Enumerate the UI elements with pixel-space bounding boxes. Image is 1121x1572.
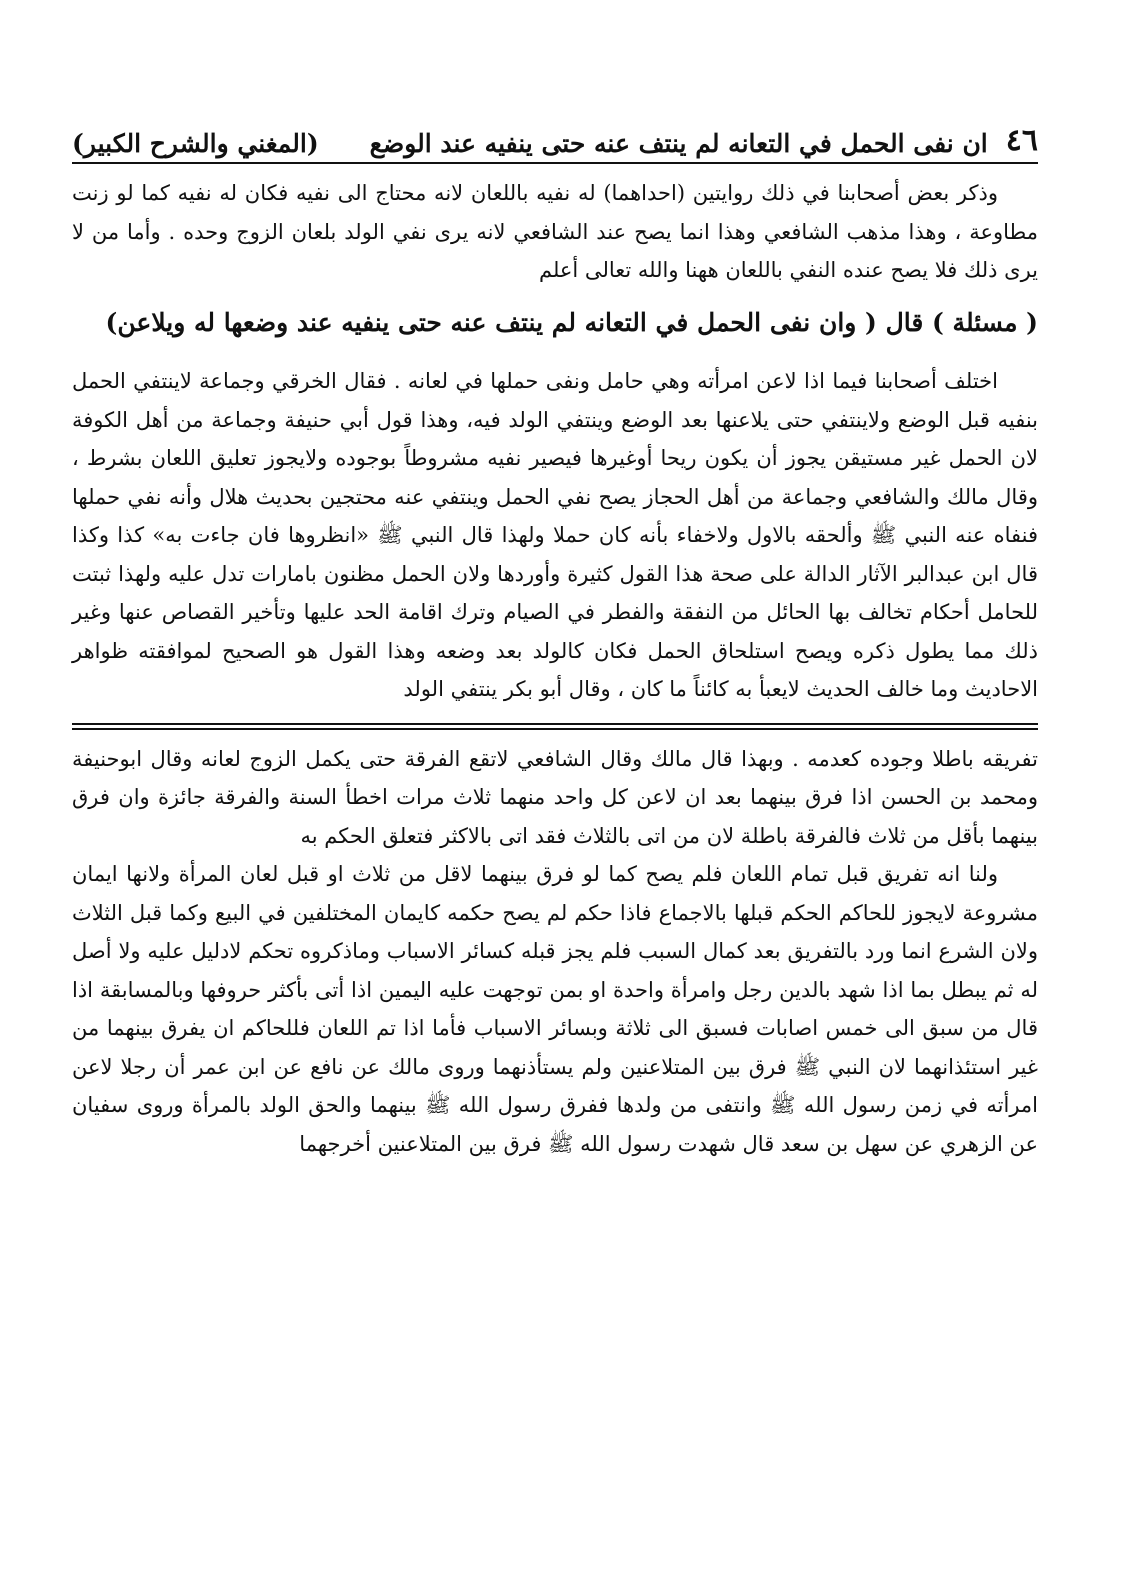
running-title: ان نفى الحمل في التعانه لم ينتف عنه حتى ينفيه عند الوضع xyxy=(369,129,988,158)
paragraph: تفريقه باطلا وجوده كعدمه . وبهذا قال مالك وقال الشافعي لاتقع الفرقة حتى يكمل الزوج لعانه وقال ابوحنيفة ومحمد بن الحسن اذا فرق بينهما بعد ان لاعن كل واحد منهما ثلاث مرات اخطأ السنة والفرقة جائزة وان فرق بينهما بأقل من ثلاث فالفرقة باطلة لان من اتى بالثلاث فقد اتى بالاكثر فتعلق الحكم به xyxy=(72,746,1038,848)
page-header xyxy=(72,108,1038,158)
book-title: (المغني والشرح الكبير) xyxy=(72,129,319,158)
header-rule xyxy=(72,162,1038,164)
upper-text-block xyxy=(72,174,1038,709)
page-number: ٤٦ xyxy=(1005,123,1038,158)
paragraph: ولنا انه تفريق قبل تمام اللعان فلم يصح كما لو فرق بينهما لاقل من ثلاث او قبل لعان المرأة ولانها ايمان مشروعة لايجوز للحاكم الحكم قبلها بالاجماع فاذا حكم لم يصح حكمه كايمان المختلفين في البيع وكما قبل الثلاث ولان الشرع انما ورد بالتفريق بعد كمال السبب فلم يجز قبله كسائر الاسباب وماذكروه تحكم لادليل عليه ولا أصل له ثم يبطل بما اذا شهد بالدين رجل وامرأة واحدة او بمن توجهت عليه اليمين اذا أتى بأكثر حروفها وبالمسابقة اذا قال من سبق الى خمس اصابات فسبق الى ثلاثة وبسائر الاسباب فأما اذا تم اللعان فللحاكم ان يفرق بينهما من غير استئذانهما لان النبي ﷺ فرق بين المتلاعنين ولم يستأذنهما وروى مالك عن نافع عن ابن عمر أن رجلا لاعن امرأته في زمن رسول الله ﷺ وانتفى من ولدها ففرق رسول الله ﷺ بينهما والحق الولد بالمرأة وروى سفيان عن الزهري عن سهل بن سعد قال شهدت رسول الله ﷺ فرق بين المتلاعنين أخرجهما xyxy=(72,862,1038,1156)
book-page xyxy=(72,108,1038,1163)
paragraph: اختلف أصحابنا فيما اذا لاعن امرأته وهي حامل ونفى حملها في لعانه . فقال الخرقي وجماعة لاينتفي الحمل بنفيه قبل الوضع ولاينتفي حتى يلاعنها بعد الوضع وينتفي الولد فيه، وهذا قول أبي حنيفة وجماعة من أهل الكوفة لان الحمل غير مستيقن يجوز أن يكون ريحا أوغيرها فيصير نفيه مشروطاً بوجوده ولايجوز تعليق اللعان بشرط ، وقال مالك والشافعي وجماعة من أهل الحجاز يصح نفي الحمل وينتفي عنه محتجين بحديث هلال وأنه نفي حملها فنفاه عنه النبي ﷺ وألحقه بالاول ولاخفاء بأنه كان حملا ولهذا قال النبي ﷺ «انظروها فان جاءت به» كذا وكذا قال ابن عبدالبر الآثار الدالة على صحة هذا القول كثيرة وأوردها ولان الحمل مظنون بامارات تدل عليه ولهذا ثبتت للحامل أحكام تخالف بها الحائل من النفقة والفطر في الصيام وترك اقامة الحد عليها وتأخير القصاص عنها وغير ذلك مما يطول ذكره ويصح استلحاق الحمل فكان كالولد بعد وضعه وهذا القول هو الصحيح لموافقته ظواهر الاحاديث وما خالف الحديث لايعبأ به كائناً ما كان ، وقال أبو بكر ينتفي الولد xyxy=(72,369,1038,701)
commentary-divider xyxy=(72,723,1038,730)
issue-heading: ( مسئلة ) قال ( وان نفى الحمل في التعانه لم ينتف عنه حتى ينفيه عند وضعها له ويلاعن) xyxy=(105,307,1038,337)
paragraph: وذكر بعض أصحابنا في ذلك روايتين (احداهما) له نفيه باللعان لانه محتاج الى نفيه فكان له نفيه كما لو زنت مطاوعة ، وهذا مذهب الشافعي وهذا انما يصح عند الشافعي لانه يرى نفي الولد بلعان الزوج وحده . وأما من لا يرى ذلك فلا يصح عنده النفي باللعان ههنا والله تعالى أعلم xyxy=(72,181,1038,282)
lower-text-block xyxy=(72,740,1038,1164)
